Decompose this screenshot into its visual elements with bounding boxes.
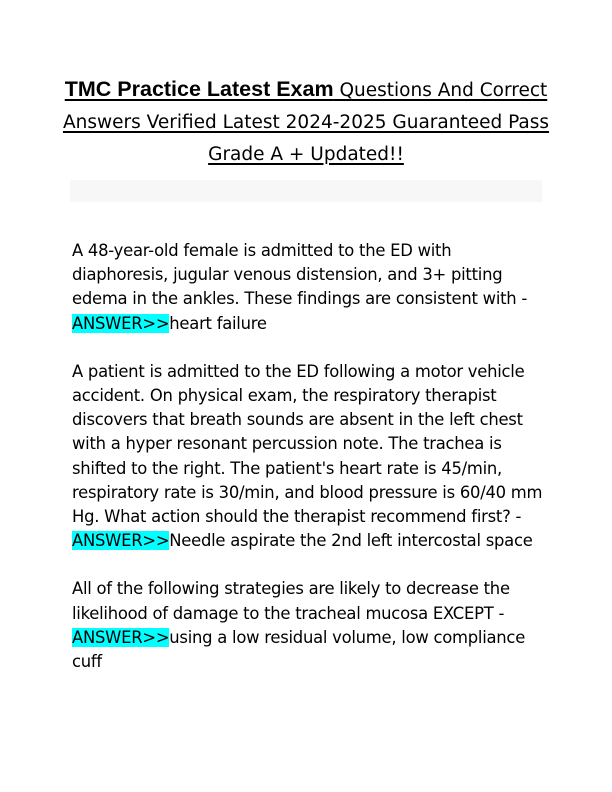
qa-list xyxy=(72,239,552,698)
qa-item xyxy=(72,360,552,554)
qa-item xyxy=(72,239,552,336)
answer-text: Needle aspirate the 2nd left intercostal space xyxy=(169,531,533,551)
question-text: A 48-year-old female is admitted to the ED with diaphoresis, jugular venous distension, and 3+ pitting edema in the ankles. These findings are consistent with - xyxy=(72,241,528,309)
title-rest-part: Questions And Correct Answers Verified Latest 2024-2025 Guaranteed Pass Grade A + Updated!! xyxy=(62,80,550,165)
title-divider-band xyxy=(70,180,542,202)
question-text: A patient is admitted to the ED following a motor vehicle accident. On physical exam, the respiratory therapist discovers that breath sounds are absent in the left chest with a hyper resonant percussion note. The trachea is shifted to the right. The patient's heart rate is 45/min, respiratory rate is 30/min, and blood pressure is 60/40 mm Hg. What action should the therapist recommend first? - xyxy=(72,361,543,527)
answer-tag: ANSWER>> xyxy=(72,531,170,551)
answer-tag: ANSWER>> xyxy=(72,313,170,333)
answer-tag: ANSWER>> xyxy=(72,627,170,647)
title-bold-part: TMC Practice Latest Exam xyxy=(64,77,334,101)
answer-text: heart failure xyxy=(169,313,267,333)
answer-text: using a low residual volume, low compliance cuff xyxy=(72,627,526,672)
question-text: All of the following strategies are likely to decrease the likelihood of damage to the tracheal mucosa EXCEPT - xyxy=(72,579,510,623)
qa-item xyxy=(72,577,552,674)
document-title xyxy=(40,74,572,170)
